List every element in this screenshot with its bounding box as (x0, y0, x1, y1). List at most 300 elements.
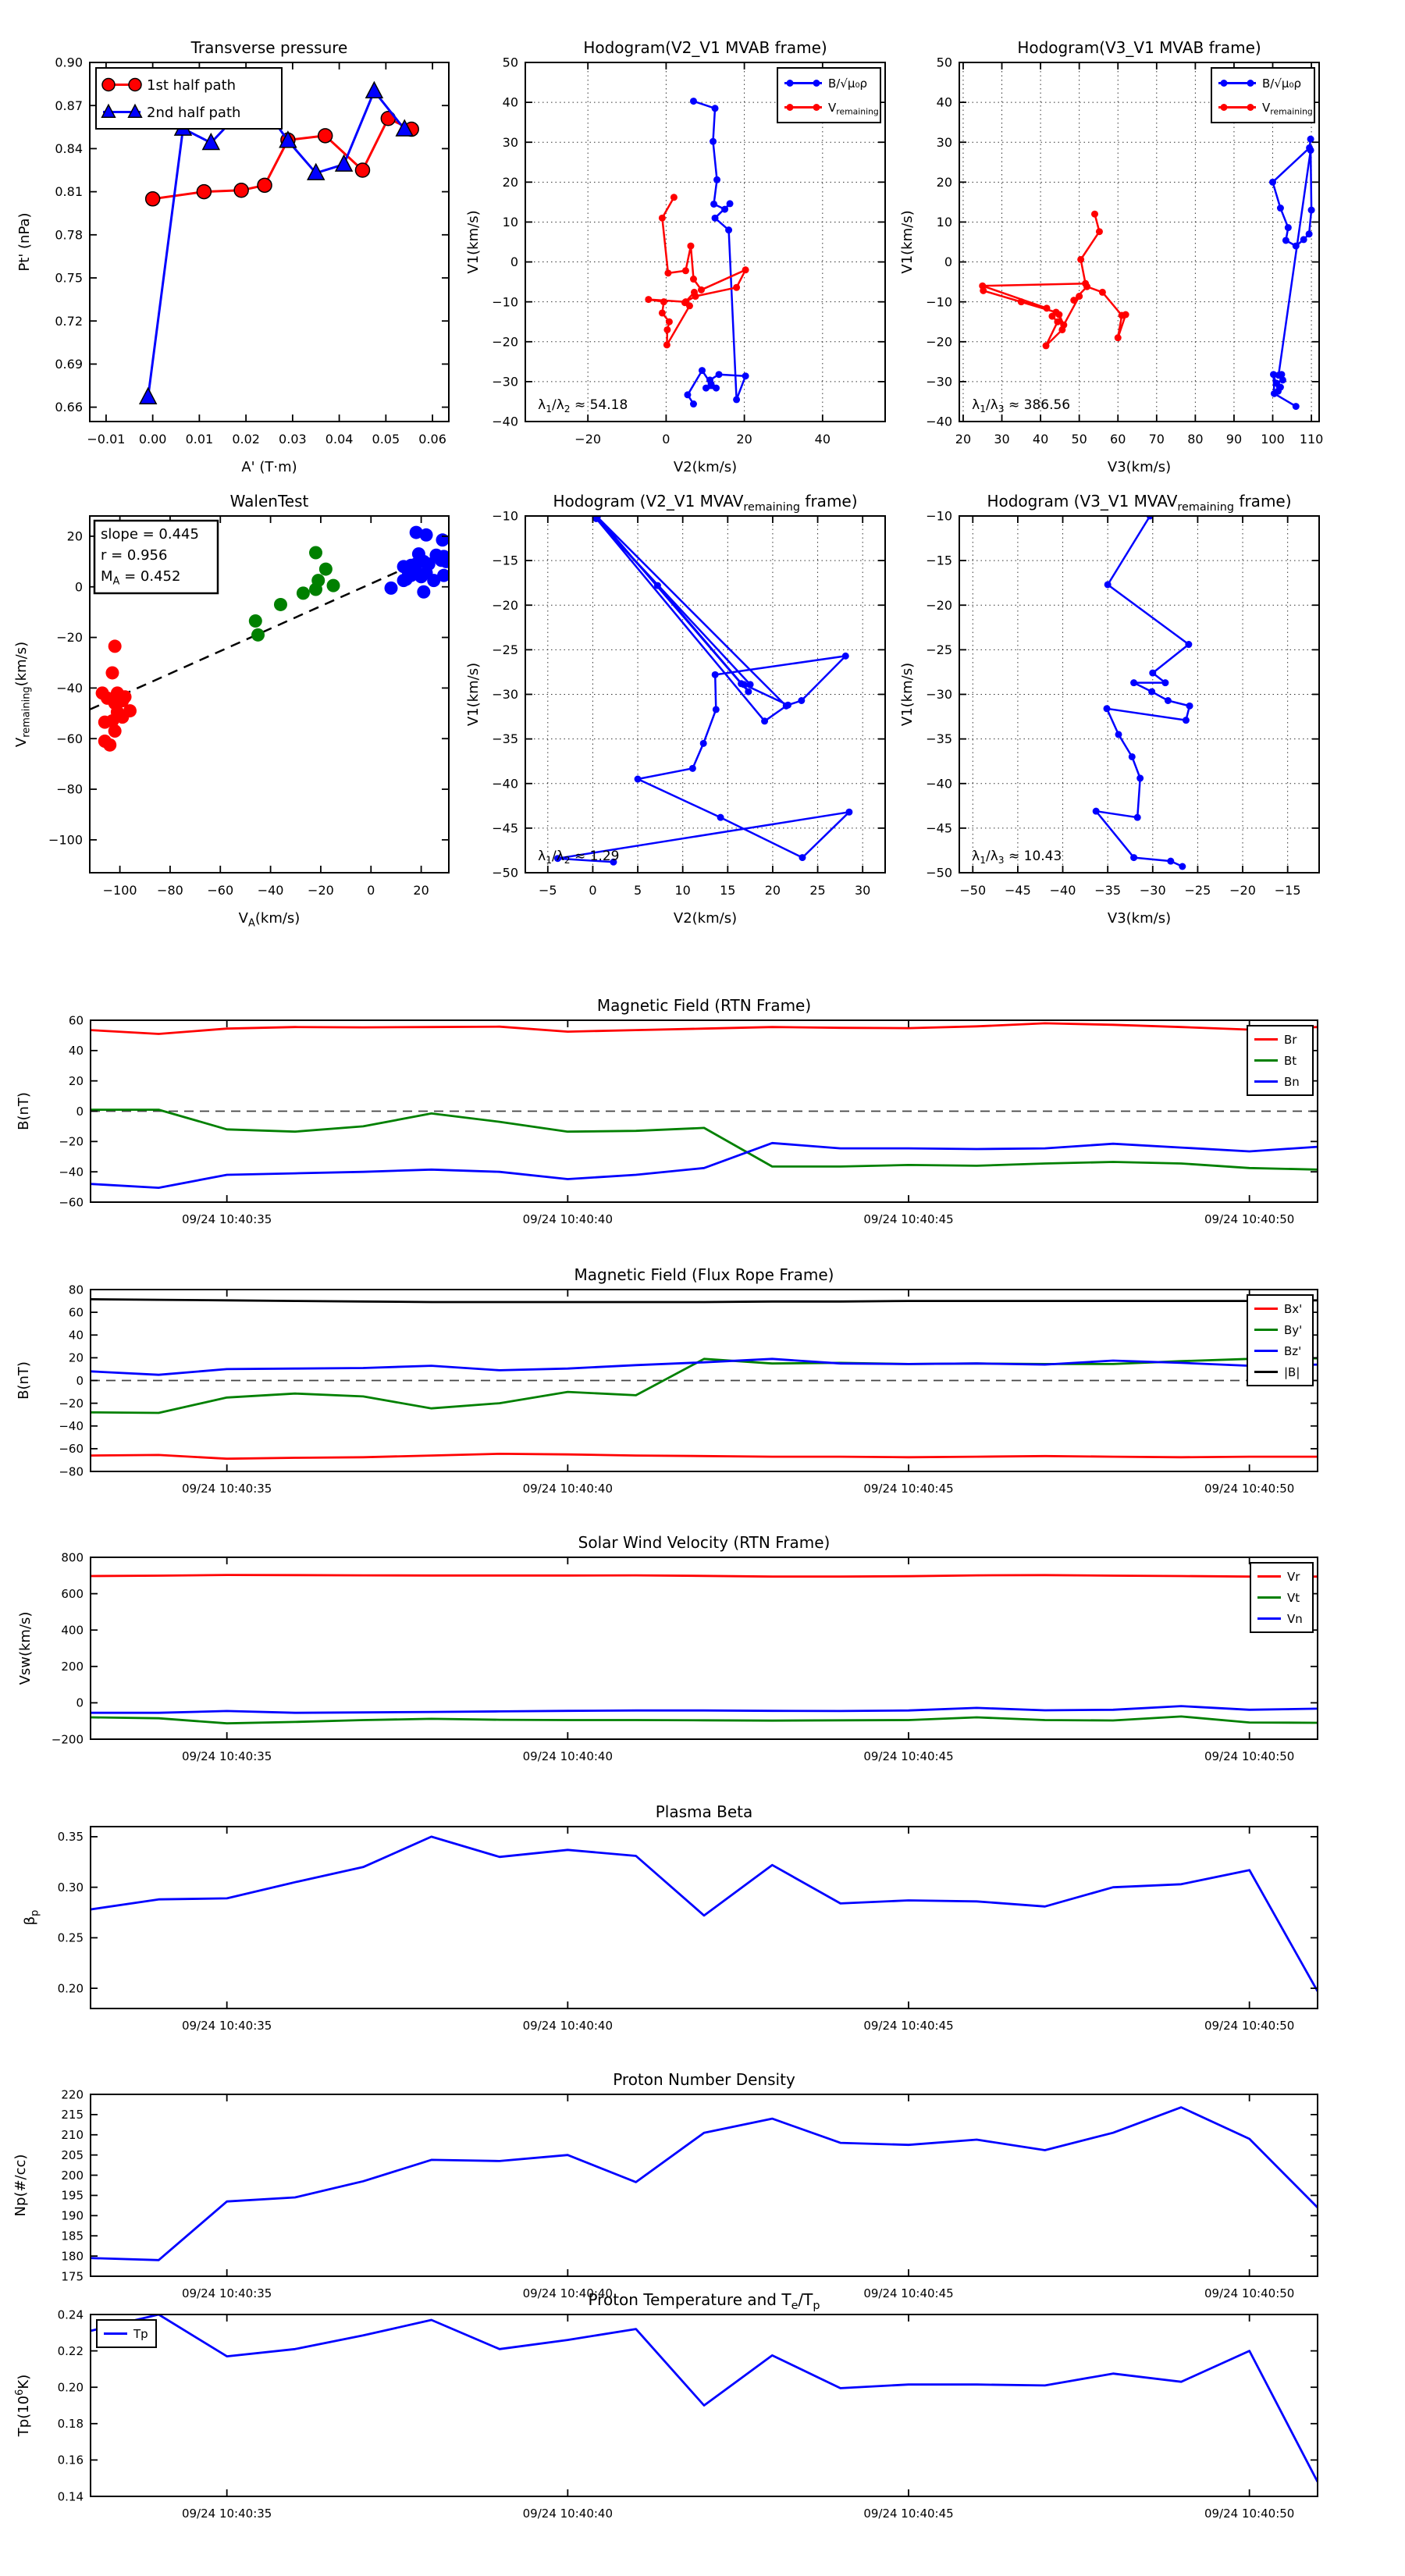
marker-dot (1277, 205, 1284, 212)
transverse-pressure-legend-label: 1st half path (147, 76, 237, 94)
hodogram-v2v1-mvab-xtick-label: 20 (736, 432, 752, 447)
solar-wind-velocity-xtick-label: 09/24 10:40:40 (522, 1749, 614, 1763)
plasma-beta-ylabel: $\beta_p$ (22, 1909, 41, 1926)
marker-dot (1179, 863, 1186, 870)
proton-temperature-ytick-label: 0.14 (57, 2489, 84, 2504)
proton-temperature-legend (97, 2320, 156, 2347)
mag-field-rtn-xtick-label: 09/24 10:40:40 (522, 1212, 614, 1226)
hodogram-v3v1-mvab-xtick-label: 30 (994, 432, 1010, 447)
marker-dot (660, 298, 667, 305)
mag-field-flux-rope-ytick-label: 0 (76, 1373, 84, 1388)
walen-test-stats-line: slope = 0.445 (101, 526, 199, 543)
marker-dot (712, 671, 719, 678)
transverse-pressure-xtick-label: 0.04 (325, 432, 354, 447)
mag-field-flux-rope-ylabel: B(nT) (16, 1361, 32, 1400)
hodogram-v2v1-mvab-series-B-over-sqrt-mu0rho (688, 101, 745, 404)
marker-dot (713, 706, 720, 713)
transverse-pressure-legend-label: 2nd half path (147, 104, 241, 121)
hodogram-v3v1-mvab-ytick-label: 20 (936, 174, 952, 190)
mag-field-flux-rope-ytick-label: 20 (68, 1350, 84, 1365)
hodogram-v3v1-mvab-ytick-label: −10 (926, 294, 952, 310)
mag-field-rtn-series-Bn (91, 1143, 1318, 1187)
solar-wind-velocity-ytick-label: −200 (51, 1732, 84, 1747)
proton-temperature-series-Tp (91, 2314, 1318, 2482)
solar-wind-velocity-xtick-label: 09/24 10:40:50 (1204, 1749, 1295, 1763)
hodogram-v3v1-mvav-ytick-label: −40 (926, 776, 952, 792)
marker-dot (717, 814, 724, 821)
transverse-pressure-plot (16, 38, 449, 475)
hodogram-v2v1-mvab-ylabel: V1(km/s) (465, 210, 482, 274)
mag-field-rtn-ytick-label: −40 (59, 1165, 84, 1179)
marker-dot (1282, 237, 1289, 244)
hodogram-v3v1-mvab-legend (1211, 68, 1314, 123)
marker-dot (309, 582, 322, 596)
mag-field-rtn-xtick-label: 09/24 10:40:45 (863, 1212, 954, 1226)
marker-dot (654, 582, 661, 589)
proton-number-density-xtick-label: 09/24 10:40:50 (1204, 2286, 1295, 2300)
marker-dot (327, 579, 340, 592)
marker-dot (249, 614, 262, 628)
marker-dot (742, 266, 749, 273)
marker-dot (1307, 147, 1314, 154)
hodogram-v3v1-mvab-series-B-over-sqrt-mu0rho (1273, 139, 1312, 406)
marker-circle (129, 79, 141, 91)
marker-dot (1115, 731, 1122, 738)
hodogram-v3v1-mvab-legend-label: $V_{remaining}$ (1262, 100, 1313, 117)
marker-dot (420, 528, 433, 542)
marker-dot (417, 585, 430, 599)
marker-dot (1186, 703, 1193, 710)
hodogram-v2v1-mvav-xtick-label: 25 (809, 883, 826, 898)
marker-dot (1083, 283, 1090, 290)
walen-test-title: WalenTest (229, 492, 309, 511)
hodogram-v2v1-mvab-ytick-label: −30 (492, 374, 518, 390)
transverse-pressure-ytick-label: 0.81 (55, 184, 83, 200)
transverse-pressure-legend (96, 68, 282, 129)
hodogram-v3v1-mvab-xtick-label: 90 (1225, 432, 1243, 447)
marker-dot (713, 176, 720, 183)
solar-wind-velocity-legend-label: Vt (1287, 1590, 1300, 1605)
hodogram-v2v1-mvav-ytick-label: −50 (492, 865, 518, 881)
hodogram-v2v1-mvab-plot (465, 38, 885, 475)
marker-dot (274, 598, 287, 611)
marker-dot (813, 80, 820, 87)
marker-dot (1148, 688, 1155, 696)
marker-dot (666, 318, 673, 326)
marker-dot (1048, 313, 1055, 320)
hodogram-v2v1-mvav-ytick-label: −20 (492, 597, 518, 613)
marker-dot (1271, 390, 1278, 397)
mag-field-flux-rope-plot (16, 1265, 1318, 1496)
mag-field-rtn-ytick-label: 0 (76, 1104, 84, 1119)
transverse-pressure-ytick-label: 0.90 (55, 55, 83, 70)
walen-test-ylabel: $V_{remaining}(km/s)$ (13, 641, 33, 748)
hodogram-v3v1-mvav-markers-V-path (1093, 513, 1193, 870)
marker-dot (798, 697, 805, 704)
transverse-pressure-xtick-label: 0.03 (279, 432, 307, 447)
marker-dot (1247, 104, 1254, 111)
walen-test-xtick-label: −100 (102, 883, 137, 898)
hodogram-v3v1-mvav-xtick-label: −50 (959, 883, 987, 898)
transverse-pressure-xtick-label: 0.05 (372, 432, 400, 447)
marker-dot (710, 201, 717, 208)
hodogram-v3v1-mvav-xlabel: V3(km/s) (1107, 910, 1172, 927)
marker-dot (690, 400, 697, 407)
hodogram-v2v1-mvav-xtick-label: 5 (633, 883, 642, 898)
marker-circle (258, 178, 272, 192)
mag-field-rtn-ylabel: B(nT) (16, 1092, 32, 1130)
plasma-beta-xtick-label: 09/24 10:40:40 (522, 2019, 614, 2033)
plasma-beta-axes-frame (91, 1827, 1318, 2008)
hodogram-v2v1-mvab-ytick-label: 50 (502, 55, 518, 70)
mag-field-rtn-ytick-label: −60 (59, 1195, 84, 1210)
walen-test-stats-box (94, 521, 218, 593)
hodogram-v3v1-mvab-xtick-label: 20 (955, 432, 972, 447)
mag-field-flux-rope-ytick-label: −80 (59, 1464, 84, 1479)
marker-dot (761, 717, 768, 724)
plasma-beta-ticks (58, 1827, 1318, 2033)
marker-dot (813, 104, 820, 111)
marker-dot (101, 692, 114, 705)
marker-dot (682, 267, 689, 274)
hodogram-v2v1-mvab-xtick-label: 0 (662, 432, 670, 447)
solar-wind-velocity-xtick-label: 09/24 10:40:45 (863, 1749, 954, 1763)
marker-dot (1308, 207, 1315, 214)
hodogram-v3v1-mvab-markers-B-over-sqrt-mu0rho (1269, 136, 1315, 410)
marker-dot (1130, 854, 1137, 861)
hodogram-v2v1-mvab-legend (777, 68, 880, 123)
marker-dot (1149, 670, 1156, 677)
hodogram-v2v1-mvav-markers-V-path (554, 514, 852, 866)
marker-dot (787, 104, 794, 111)
mag-field-flux-rope-ticks (59, 1283, 1318, 1496)
solar-wind-velocity-ytick-label: 200 (61, 1660, 84, 1674)
marker-dot (842, 653, 849, 660)
marker-dot (103, 738, 116, 752)
proton-number-density-ticks (61, 2087, 1318, 2300)
marker-dot (635, 776, 642, 783)
marker-dot (681, 299, 688, 306)
marker-dot (712, 215, 719, 222)
solar-wind-velocity-ylabel: Vsw(km/s) (17, 1611, 34, 1685)
transverse-pressure-xtick-label: 0.01 (185, 432, 214, 447)
plasma-beta-plot (22, 1802, 1318, 2033)
marker-circle (146, 192, 160, 206)
marker-dot (727, 200, 734, 207)
walen-test-xtick-label: −40 (257, 883, 284, 898)
marker-dot (845, 809, 852, 816)
transverse-pressure-ytick-label: 0.87 (55, 98, 83, 113)
plasma-beta-ytick-label: 0.30 (57, 1880, 84, 1895)
mag-field-flux-rope-xtick-label: 09/24 10:40:35 (181, 1482, 272, 1496)
plasma-beta-ytick-label: 0.20 (57, 1981, 84, 1996)
marker-dot (1134, 814, 1141, 821)
hodogram-v2v1-mvav-xtick-label: −5 (539, 883, 557, 898)
hodogram-v3v1-mvab-xtick-label: 50 (1071, 432, 1087, 447)
plasma-beta-xtick-label: 09/24 10:40:50 (1204, 2019, 1295, 2033)
marker-dot (1185, 641, 1192, 648)
proton-temperature-xtick-label: 09/24 10:40:40 (522, 2507, 614, 2521)
marker-dot (659, 215, 666, 222)
hodogram-v2v1-mvav-ticks (492, 509, 885, 898)
proton-temperature-ticks (58, 2307, 1318, 2521)
hodogram-v3v1-mvav-ytick-label: −50 (926, 865, 952, 881)
hodogram-v2v1-mvav-ytick-label: −35 (492, 731, 518, 747)
mag-field-rtn-title: Magnetic Field (RTN Frame) (596, 996, 812, 1015)
marker-dot (691, 289, 698, 296)
hodogram-v3v1-mvav-series-V-path (1096, 516, 1190, 866)
proton-number-density-ytick-label: 215 (61, 2108, 84, 2122)
marker-dot (1091, 211, 1098, 218)
plasma-beta-ytick-label: 0.25 (57, 1930, 84, 1945)
mag-field-flux-rope-xtick-label: 09/24 10:40:45 (863, 1482, 954, 1496)
proton-temperature-ytick-label: 0.24 (57, 2307, 84, 2322)
hodogram-v2v1-mvab-ytick-label: −10 (492, 294, 518, 310)
marker-dot (297, 586, 310, 600)
hodogram-v3v1-mvab-ytick-label: 30 (936, 134, 952, 150)
marker-dot (670, 194, 678, 201)
marker-dot (721, 206, 728, 213)
mag-field-rtn-legend-label: Br (1284, 1032, 1297, 1047)
mag-field-flux-rope-legend (1247, 1295, 1313, 1386)
solar-wind-velocity-plot (17, 1533, 1318, 1763)
hodogram-v3v1-mvab-ytick-label: 50 (936, 55, 952, 70)
marker-dot (698, 286, 705, 294)
marker-dot (1104, 581, 1112, 588)
marker-dot (1293, 243, 1300, 250)
marker-dot (251, 628, 265, 642)
marker-dot (385, 582, 398, 595)
mag-field-rtn-ticks (59, 1013, 1318, 1226)
walen-test-stats-line: $M_A = 0.452$ (101, 568, 181, 588)
hodogram-v3v1-mvav-ytick-label: −45 (926, 820, 952, 836)
solar-wind-velocity-legend (1250, 1563, 1313, 1632)
mag-field-rtn-ytick-label: 60 (68, 1013, 84, 1028)
hodogram-v3v1-mvav-ytick-label: −35 (926, 731, 952, 747)
marker-dot (659, 309, 666, 316)
mag-field-rtn-ytick-label: 40 (68, 1044, 84, 1059)
solar-wind-velocity-ytick-label: 800 (61, 1550, 84, 1565)
transverse-pressure-title: Transverse pressure (190, 38, 348, 57)
hodogram-v3v1-mvab-xtick-label: 110 (1299, 432, 1324, 447)
mag-field-rtn-legend (1247, 1026, 1313, 1095)
marker-dot (1165, 697, 1172, 704)
hodogram-v2v1-mvav-ytick-label: −15 (492, 553, 518, 568)
transverse-pressure-xtick-label: −0.01 (87, 432, 126, 447)
hodogram-v3v1-mvav-xtick-label: −40 (1049, 883, 1076, 898)
marker-dot (1093, 808, 1100, 815)
hodogram-v3v1-mvab-xtick-label: 100 (1261, 432, 1285, 447)
hodogram-v2v1-mvav-xlabel: V2(km/s) (673, 910, 738, 927)
hodogram-v3v1-mvab-ytick-label: −40 (926, 414, 952, 429)
hodogram-v3v1-mvav-ytick-label: −25 (926, 642, 952, 657)
hodogram-v3v1-mvav-xtick-label: −20 (1229, 883, 1256, 898)
proton-number-density-ytick-label: 185 (61, 2229, 84, 2243)
marker-dot (742, 372, 749, 379)
proton-temperature-xtick-label: 09/24 10:40:50 (1204, 2507, 1295, 2521)
marker-triangle (140, 388, 156, 404)
marker-dot (123, 704, 137, 717)
hodogram-v3v1-mvav-ticks (926, 509, 1319, 898)
walen-test-xtick-label: −20 (308, 883, 334, 898)
hodogram-v2v1-mvav-series-V-path (558, 517, 849, 862)
hodogram-v3v1-mvav-plot (899, 492, 1319, 927)
proton-number-density-ytick-label: 190 (61, 2208, 84, 2223)
proton-number-density-xtick-label: 09/24 10:40:45 (863, 2286, 954, 2300)
hodogram-v3v1-mvav-xtick-label: −30 (1139, 883, 1166, 898)
marker-dot (710, 138, 717, 145)
solar-wind-velocity-legend-label: Vn (1287, 1611, 1303, 1626)
marker-dot (1221, 80, 1228, 87)
marker-dot (1279, 376, 1286, 383)
transverse-pressure-xlabel: A' (T·m) (241, 459, 297, 475)
hodogram-v3v1-mvab-ytick-label: 40 (936, 94, 952, 110)
hodogram-v2v1-mvav-ytick-label: −30 (492, 687, 518, 703)
transverse-pressure-ytick-label: 0.69 (55, 357, 83, 372)
marker-dot (108, 724, 122, 738)
mag-field-flux-rope-legend-label: Bz' (1284, 1343, 1302, 1358)
hodogram-v2v1-mvav-xtick-label: 15 (720, 883, 736, 898)
marker-circle (355, 163, 369, 177)
hodogram-v2v1-mvav-ytick-label: −25 (492, 642, 518, 657)
marker-dot (1018, 298, 1025, 305)
marker-circle (197, 185, 211, 199)
marker-dot (1096, 228, 1103, 235)
transverse-pressure-xtick-label: 0.02 (232, 432, 260, 447)
marker-triangle (366, 82, 382, 98)
proton-number-density-ytick-label: 200 (61, 2168, 84, 2183)
marker-dot (645, 296, 652, 303)
solar-wind-velocity-ytick-label: 400 (61, 1623, 84, 1638)
solar-wind-velocity-series-Vr (91, 1575, 1318, 1577)
marker-dot (1221, 104, 1228, 111)
walen-test-xtick-label: 0 (367, 883, 375, 898)
marker-circle (102, 79, 115, 91)
mag-field-flux-rope-ytick-label: −40 (59, 1419, 84, 1433)
hodogram-v3v1-mvav-xtick-label: −15 (1274, 883, 1301, 898)
proton-number-density-title: Proton Number Density (613, 2070, 795, 2089)
hodogram-v2v1-mvav-xtick-label: 10 (674, 883, 691, 898)
plasma-beta-xtick-label: 09/24 10:40:35 (181, 2019, 272, 2033)
hodogram-v3v1-mvab-annotation: $\lambda_1/\lambda_3 \approx 386.56$ (972, 397, 1071, 415)
marker-dot (319, 563, 333, 576)
hodogram-v3v1-mvab-plot (899, 38, 1323, 475)
hodogram-v2v1-mvav-ylabel: V1(km/s) (465, 662, 482, 727)
hodogram-v3v1-mvab-xtick-label: 60 (1110, 432, 1126, 447)
hodogram-v2v1-mvav-ytick-label: −10 (492, 508, 518, 524)
hodogram-v2v1-mvav-xtick-label: 20 (764, 883, 781, 898)
marker-dot (1293, 403, 1300, 410)
proton-temperature-legend-label: Tp (133, 2326, 148, 2341)
proton-temperature-ytick-label: 0.18 (57, 2417, 84, 2432)
proton-temperature-ylabel: $Tp(10^6K)$ (14, 2374, 32, 2437)
hodogram-v3v1-mvav-xtick-label: −35 (1094, 883, 1122, 898)
marker-dot (1306, 230, 1313, 237)
marker-dot (663, 326, 670, 333)
hodogram-v3v1-mvab-series-V-remaining (983, 214, 1126, 346)
hodogram-v3v1-mvab-xtick-label: 40 (1032, 432, 1049, 447)
proton-number-density-ytick-label: 205 (61, 2147, 84, 2162)
marker-dot (119, 690, 132, 703)
mag-field-rtn-legend-label: Bt (1284, 1053, 1297, 1068)
plasma-beta-title: Plasma Beta (655, 1802, 753, 1821)
proton-temperature-ytick-label: 0.20 (57, 2380, 84, 2395)
walen-test-xtick-label: −80 (157, 883, 183, 898)
mag-field-flux-rope-series-B-magnitude (91, 1299, 1318, 1302)
hodogram-v2v1-mvab-markers-B-over-sqrt-mu0rho (684, 98, 749, 407)
marker-dot (1055, 311, 1062, 318)
marker-dot (716, 371, 723, 378)
proton-number-density-axes-frame (91, 2094, 1318, 2276)
hodogram-v3v1-mvav-ylabel: V1(km/s) (899, 662, 916, 727)
mag-field-rtn-series-Br (91, 1023, 1318, 1034)
marker-dot (690, 276, 697, 283)
walen-test-markers-cluster-green (249, 546, 340, 641)
marker-dot (741, 681, 748, 688)
mag-field-flux-rope-ytick-label: 80 (68, 1283, 84, 1297)
hodogram-v2v1-mvav-grid (525, 516, 885, 873)
marker-dot (1104, 705, 1111, 712)
hodogram-v2v1-mvab-legend-label: B/√μ₀ρ (828, 76, 867, 91)
proton-temperature-title: Proton Temperature and $T_e/T_p$ (588, 2290, 820, 2312)
marker-dot (725, 226, 732, 233)
hodogram-v2v1-mvab-ytick-label: 30 (502, 134, 518, 150)
marker-dot (1130, 679, 1137, 686)
marker-dot (700, 740, 707, 747)
hodogram-v3v1-mvav-xtick-label: −45 (1005, 883, 1031, 898)
mag-field-flux-rope-xtick-label: 09/24 10:40:40 (522, 1482, 614, 1496)
proton-temperature-ytick-label: 0.22 (57, 2343, 84, 2358)
hodogram-v2v1-mvav-ytick-label: −45 (492, 820, 518, 836)
hodogram-v2v1-mvab-ytick-label: 0 (510, 254, 518, 270)
proton-number-density-ytick-label: 180 (61, 2249, 84, 2264)
marker-dot (1115, 334, 1122, 341)
hodogram-v2v1-mvav-xtick-label: 30 (855, 883, 871, 898)
proton-number-density-xtick-label: 09/24 10:40:35 (181, 2286, 272, 2300)
marker-circle (318, 129, 333, 143)
plasma-beta-series-beta-p (91, 1837, 1318, 1991)
walen-test-ytick-label: 20 (66, 528, 83, 544)
marker-dot (1077, 256, 1084, 263)
mag-field-flux-rope-ytick-label: 60 (68, 1305, 84, 1320)
hodogram-v3v1-mvab-ytick-label: 0 (944, 254, 952, 270)
transverse-pressure-markers-2nd half path (140, 82, 413, 404)
hodogram-v2v1-mvab-xlabel: V2(km/s) (673, 459, 738, 475)
mag-field-rtn-ytick-label: −20 (59, 1134, 84, 1149)
hodogram-v3v1-mvab-title: Hodogram(V3_V1 MVAB frame) (1017, 38, 1261, 57)
hodogram-v3v1-mvab-ytick-label: 10 (936, 215, 952, 230)
marker-dot (309, 546, 322, 559)
mag-field-flux-rope-legend-label: |B| (1284, 1364, 1300, 1379)
solar-wind-velocity-xtick-label: 09/24 10:40:35 (181, 1749, 272, 1763)
marker-dot (708, 380, 715, 387)
marker-dot (664, 269, 671, 276)
mag-field-flux-rope-series-Bx-prime (91, 1453, 1318, 1458)
marker-dot (1285, 224, 1292, 231)
transverse-pressure-xtick-label: 0.06 (418, 432, 446, 447)
solar-wind-velocity-ytick-label: 0 (76, 1695, 84, 1710)
marker-dot (108, 639, 122, 653)
walen-test-ytick-label: −80 (56, 781, 83, 797)
walen-test-stats-line: r = 0.956 (101, 547, 168, 564)
mag-field-rtn-ytick-label: 20 (68, 1073, 84, 1088)
marker-dot (787, 80, 794, 87)
proton-number-density-ytick-label: 195 (61, 2188, 84, 2203)
solar-wind-velocity-series-Vn (91, 1706, 1318, 1713)
hodogram-v3v1-mvav-ytick-label: −15 (926, 553, 952, 568)
hodogram-v3v1-mvav-ytick-label: −30 (926, 687, 952, 703)
marker-dot (784, 702, 791, 709)
